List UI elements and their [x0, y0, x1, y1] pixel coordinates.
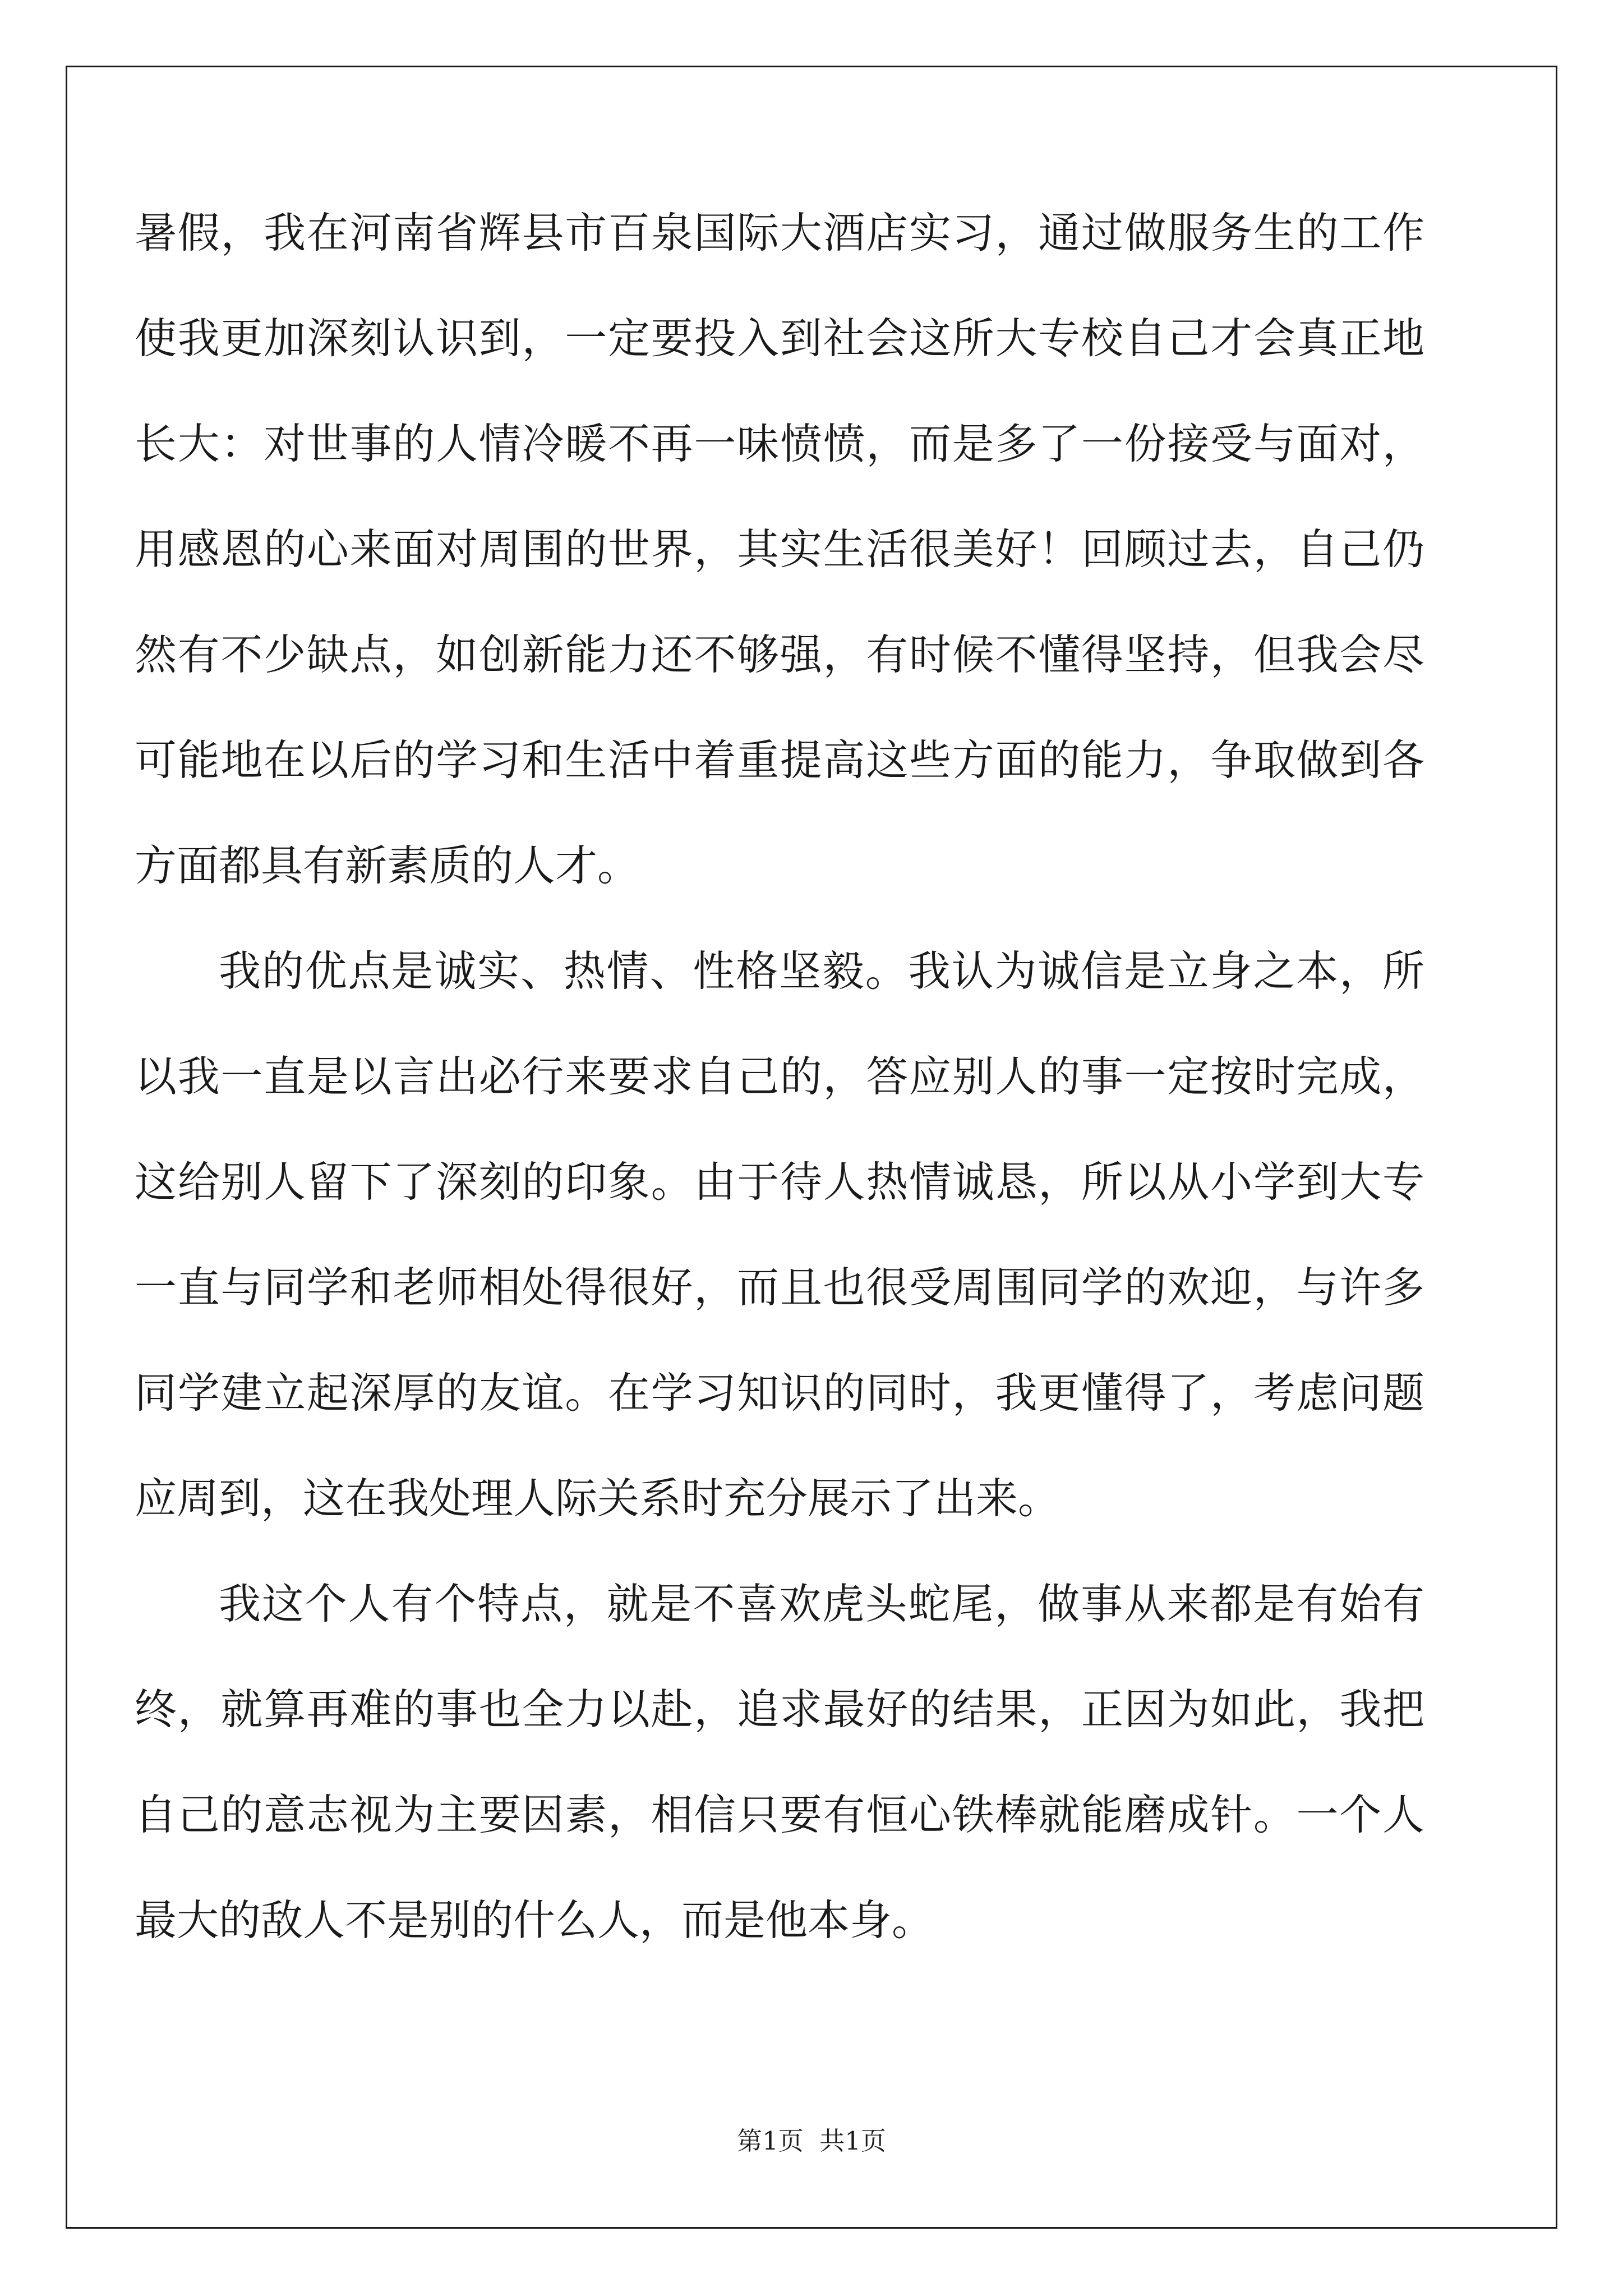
paragraph-1-line-6: 可能地在以后的学习和生活中着重提高这些方面的能力，争取做到各	[135, 735, 1424, 785]
paragraph-1-line-1: 暑假，我在河南省辉县市百泉国际大酒店实习，通过做服务生的工作	[135, 208, 1424, 257]
paragraph-3-line-1: 我这个人有个特点，就是不喜欢虎头蛇尾，做事从来都是有始有	[219, 1579, 1424, 1628]
paragraph-1-line-5: 然有不少缺点，如创新能力还不够强，有时候不懂得坚持，但我会尽	[135, 630, 1424, 679]
paragraph-3-line-3: 自己的意志视为主要因素，相信只要有恒心铁棒就能磨成针。一个人	[135, 1790, 1424, 1839]
paragraph-2-line-6: 应周到，这在我处理人际关系时充分展示了出来。	[135, 1474, 1061, 1523]
paragraph-1-line-4: 用感恩的心来面对周围的世界，其实生活很美好！回顾过去，自己仍	[135, 524, 1424, 574]
paragraph-3-line-4: 最大的敌人不是别的什么人，而是他本身。	[135, 1895, 934, 1945]
paragraph-1-line-2: 使我更加深刻认识到，一定要投入到社会这所大专校自己才会真正地	[135, 314, 1424, 363]
paragraph-2-line-3: 这给别人留下了深刻的印象。由于待人热情诚恳，所以从小学到大专	[135, 1157, 1424, 1207]
page-number-footer: 第1页 共1页	[737, 2126, 886, 2156]
paragraph-2-line-4: 一直与同学和老师相处得很好，而且也很受周围同学的欢迎，与许多	[135, 1263, 1424, 1312]
paragraph-2-line-2: 以我一直是以言出必行来要求自己的，答应别人的事一定按时完成，	[135, 1052, 1424, 1101]
paragraph-1-line-7: 方面都具有新素质的人才。	[135, 841, 640, 890]
paragraph-2-line-5: 同学建立起深厚的友谊。在学习知识的同时，我更懂得了，考虑问题	[135, 1368, 1424, 1418]
paragraph-2-line-1: 我的优点是诚实、热情、性格坚毅。我认为诚信是立身之本，所	[219, 946, 1424, 996]
paragraph-3-line-2: 终，就算再难的事也全力以赴，追求最好的结果，正因为如此，我把	[135, 1685, 1424, 1734]
paragraph-1-line-3: 长大：对世事的人情冷暖不再一味愤愤，而是多了一份接受与面对，	[135, 419, 1424, 468]
